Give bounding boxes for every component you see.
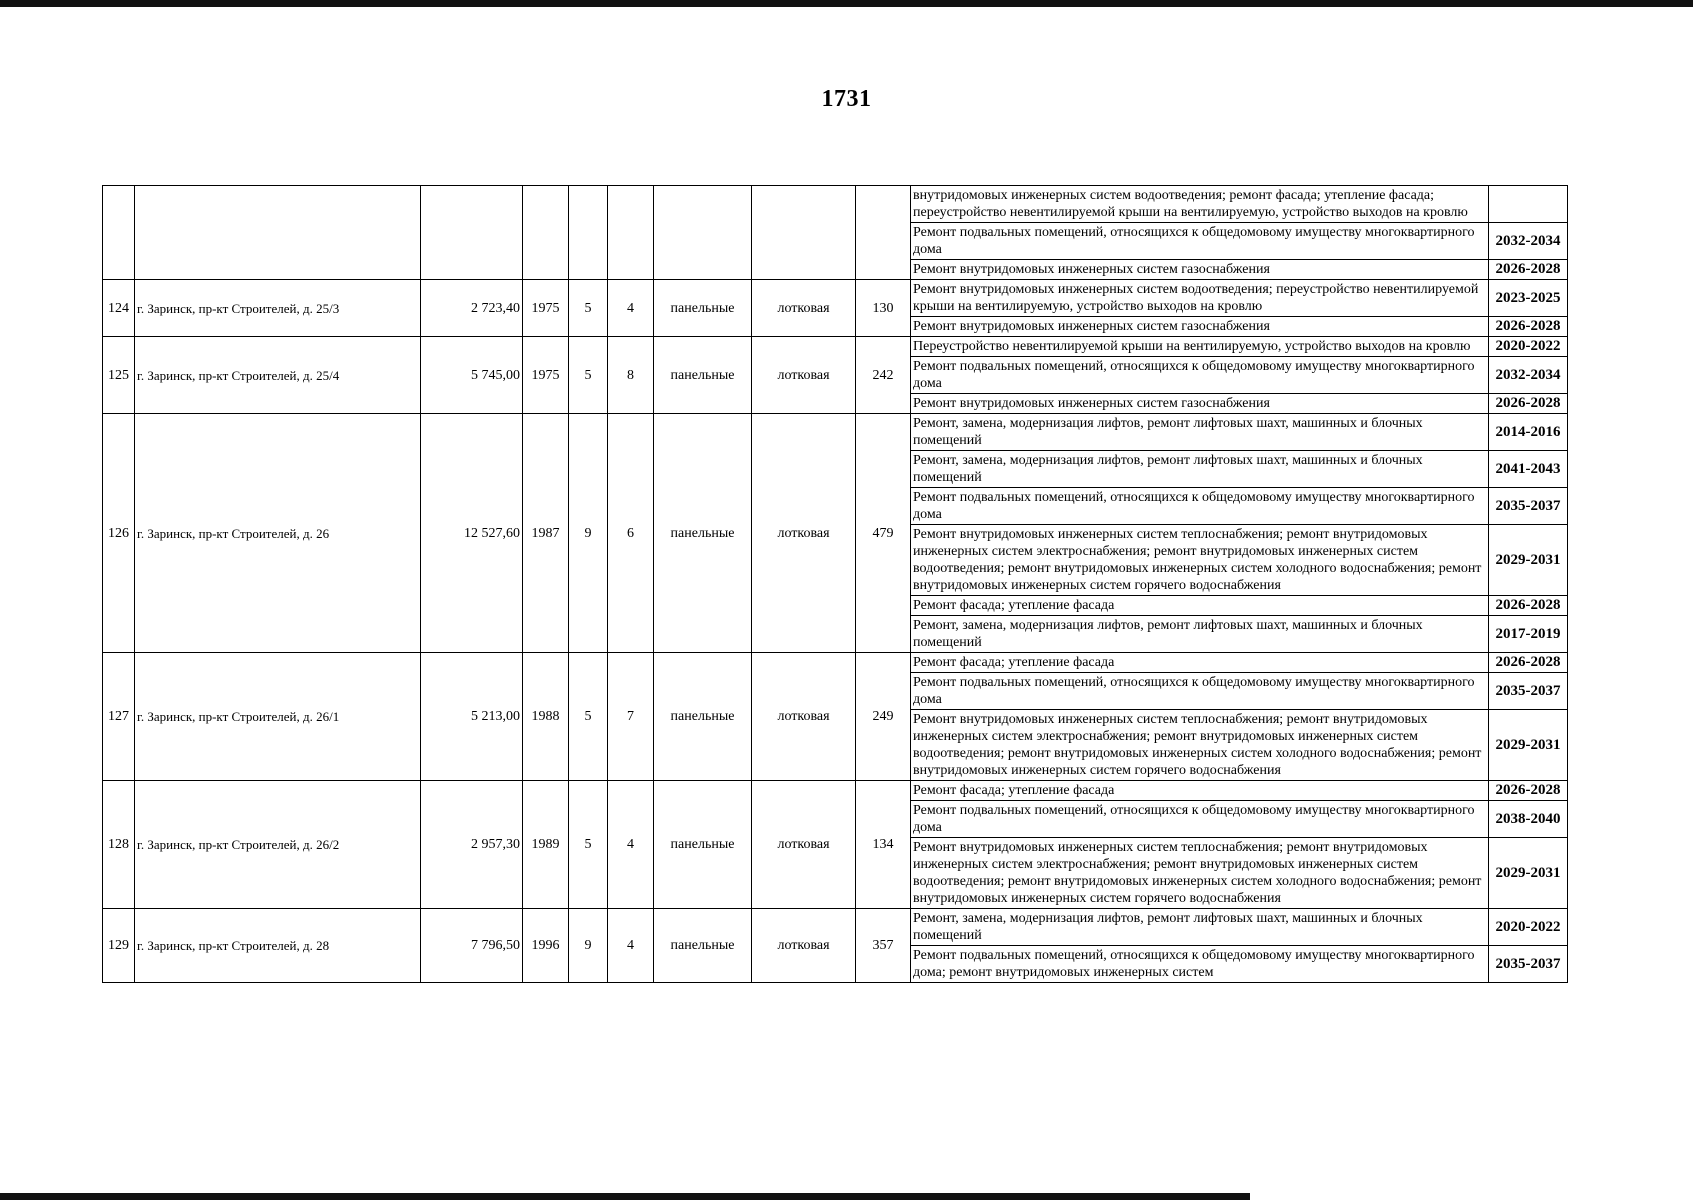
cell-work: Ремонт, замена, модернизация лифтов, ремонт лифтовых шахт, машинных и блочных помещений [911, 414, 1489, 451]
cell-period: 2032-2034 [1489, 223, 1568, 260]
cell-address: г. Заринск, пр-кт Строителей, д. 26/1 [135, 653, 421, 781]
cell-work: Ремонт подвальных помещений, относящихся к общедомовому имуществу многоквартирного дома; ремонт внутридомовых инженерных систем [911, 946, 1489, 983]
cell-floors: 5 [569, 280, 608, 337]
cell-year: 1975 [523, 280, 569, 337]
cell-residents: 249 [856, 653, 911, 781]
cell-work: Ремонт, замена, модернизация лифтов, ремонт лифтовых шахт, машинных и блочных помещений [911, 616, 1489, 653]
cell-residents: 242 [856, 337, 911, 414]
cell-area: 2 957,30 [421, 781, 523, 909]
cell-period [1489, 186, 1568, 223]
cell-roof: лотковая [752, 414, 856, 653]
cell-period: 2020-2022 [1489, 909, 1568, 946]
cell-work: Ремонт внутридомовых инженерных систем газоснабжения [911, 260, 1489, 280]
cell-work: Ремонт внутридомовых инженерных систем теплоснабжения; ремонт внутридомовых инженерных систем электроснабжения; ремонт внутридомовых инженерных систем водоотведения; ремонт внутридомовых инженерных систем холодного водоснабжения; ремонт внутридомовых инженерных систем горячего водоснабжения [911, 525, 1489, 596]
cell-period: 2026-2028 [1489, 260, 1568, 280]
cell-entrances: 4 [608, 781, 654, 909]
cell-roof: лотковая [752, 280, 856, 337]
cell-walls: панельные [654, 337, 752, 414]
cell-roof: лотковая [752, 781, 856, 909]
cell-walls: панельные [654, 653, 752, 781]
cell-year [523, 186, 569, 280]
table-row [103, 781, 1568, 801]
cell-walls: панельные [654, 280, 752, 337]
cell-floors: 5 [569, 781, 608, 909]
cell-residents: 130 [856, 280, 911, 337]
cell-floors [569, 186, 608, 280]
cell-residents: 134 [856, 781, 911, 909]
cell-work: Ремонт подвальных помещений, относящихся к общедомовому имуществу многоквартирного дома [911, 801, 1489, 838]
cell-residents: 479 [856, 414, 911, 653]
cell-entrances: 8 [608, 337, 654, 414]
cell-work: Ремонт фасада; утепление фасада [911, 653, 1489, 673]
cell-period: 2029-2031 [1489, 838, 1568, 909]
table-row [103, 280, 1568, 317]
cell-work: Ремонт подвальных помещений, относящихся к общедомовому имуществу многоквартирного дома [911, 673, 1489, 710]
cell-roof: лотковая [752, 653, 856, 781]
cell-work: Ремонт, замена, модернизация лифтов, ремонт лифтовых шахт, машинных и блочных помещений [911, 909, 1489, 946]
table-row [103, 909, 1568, 946]
cell-roof [752, 186, 856, 280]
cell-period: 2026-2028 [1489, 653, 1568, 673]
table-row [103, 414, 1568, 451]
cell-num: 125 [103, 337, 135, 414]
cell-work: Ремонт, замена, модернизация лифтов, ремонт лифтовых шахт, машинных и блочных помещений [911, 451, 1489, 488]
cell-address [135, 186, 421, 280]
cell-entrances: 4 [608, 280, 654, 337]
cell-work: Ремонт внутридомовых инженерных систем теплоснабжения; ремонт внутридомовых инженерных систем электроснабжения; ремонт внутридомовых инженерных систем водоотведения; ремонт внутридомовых инженерных систем холодного водоснабжения; ремонт внутридомовых инженерных систем горячего водоснабжения [911, 838, 1489, 909]
cell-work: Ремонт подвальных помещений, относящихся к общедомовому имуществу многоквартирного дома [911, 357, 1489, 394]
cell-address: г. Заринск, пр-кт Строителей, д. 26 [135, 414, 421, 653]
cell-floors: 5 [569, 653, 608, 781]
cell-entrances: 4 [608, 909, 654, 983]
cell-period: 2020-2022 [1489, 337, 1568, 357]
cell-area: 2 723,40 [421, 280, 523, 337]
cell-walls: панельные [654, 781, 752, 909]
cell-period: 2032-2034 [1489, 357, 1568, 394]
housing-repair-table [102, 185, 1568, 983]
cell-floors: 5 [569, 337, 608, 414]
cell-period: 2029-2031 [1489, 525, 1568, 596]
cell-period: 2026-2028 [1489, 394, 1568, 414]
scan-border-bottom [0, 1193, 1250, 1200]
cell-address: г. Заринск, пр-кт Строителей, д. 28 [135, 909, 421, 983]
cell-area: 7 796,50 [421, 909, 523, 983]
cell-roof: лотковая [752, 909, 856, 983]
cell-num: 126 [103, 414, 135, 653]
cell-area [421, 186, 523, 280]
cell-period: 2035-2037 [1489, 488, 1568, 525]
cell-period: 2023-2025 [1489, 280, 1568, 317]
cell-period: 2026-2028 [1489, 781, 1568, 801]
cell-year: 1989 [523, 781, 569, 909]
cell-num: 128 [103, 781, 135, 909]
cell-walls: панельные [654, 909, 752, 983]
cell-work: внутридомовых инженерных систем водоотведения; ремонт фасада; утепление фасада; переустройство невентилируемой крыши на вентилируемую, устройство выходов на кровлю [911, 186, 1489, 223]
table-body [103, 186, 1568, 983]
cell-work: Переустройство невентилируемой крыши на вентилируемую, устройство выходов на кровлю [911, 337, 1489, 357]
cell-year: 1988 [523, 653, 569, 781]
cell-period: 2035-2037 [1489, 673, 1568, 710]
cell-num: 127 [103, 653, 135, 781]
cell-period: 2026-2028 [1489, 596, 1568, 616]
cell-work: Ремонт подвальных помещений, относящихся к общедомовому имуществу многоквартирного дома [911, 223, 1489, 260]
cell-area: 5 213,00 [421, 653, 523, 781]
cell-address: г. Заринск, пр-кт Строителей, д. 25/4 [135, 337, 421, 414]
table-row [103, 337, 1568, 357]
cell-walls: панельные [654, 414, 752, 653]
cell-year: 1975 [523, 337, 569, 414]
cell-period: 2017-2019 [1489, 616, 1568, 653]
cell-area: 12 527,60 [421, 414, 523, 653]
cell-period: 2029-2031 [1489, 710, 1568, 781]
cell-work: Ремонт внутридомовых инженерных систем газоснабжения [911, 394, 1489, 414]
scan-border-top [0, 0, 1693, 7]
cell-period: 2014-2016 [1489, 414, 1568, 451]
table-row [103, 653, 1568, 673]
cell-entrances [608, 186, 654, 280]
cell-floors: 9 [569, 909, 608, 983]
cell-area: 5 745,00 [421, 337, 523, 414]
cell-roof: лотковая [752, 337, 856, 414]
cell-work: Ремонт внутридомовых инженерных систем водоотведения; переустройство невентилируемой крыши на вентилируемую, устройство выходов на кровлю [911, 280, 1489, 317]
cell-work: Ремонт внутридомовых инженерных систем теплоснабжения; ремонт внутридомовых инженерных систем электроснабжения; ремонт внутридомовых инженерных систем водоотведения; ремонт внутридомовых инженерных систем холодного водоснабжения; ремонт внутридомовых инженерных систем горячего водоснабжения [911, 710, 1489, 781]
table-row [103, 186, 1568, 223]
cell-work: Ремонт подвальных помещений, относящихся к общедомовому имуществу многоквартирного дома [911, 488, 1489, 525]
cell-work: Ремонт фасада; утепление фасада [911, 781, 1489, 801]
cell-period: 2041-2043 [1489, 451, 1568, 488]
page-number: 1731 [821, 86, 872, 112]
cell-walls [654, 186, 752, 280]
cell-num [103, 186, 135, 280]
cell-residents: 357 [856, 909, 911, 983]
cell-entrances: 7 [608, 653, 654, 781]
cell-address: г. Заринск, пр-кт Строителей, д. 25/3 [135, 280, 421, 337]
cell-period: 2038-2040 [1489, 801, 1568, 838]
cell-period: 2026-2028 [1489, 317, 1568, 337]
cell-year: 1996 [523, 909, 569, 983]
cell-year: 1987 [523, 414, 569, 653]
cell-num: 129 [103, 909, 135, 983]
cell-num: 124 [103, 280, 135, 337]
cell-entrances: 6 [608, 414, 654, 653]
cell-work: Ремонт фасада; утепление фасада [911, 596, 1489, 616]
cell-period: 2035-2037 [1489, 946, 1568, 983]
cell-work: Ремонт внутридомовых инженерных систем газоснабжения [911, 317, 1489, 337]
cell-floors: 9 [569, 414, 608, 653]
cell-address: г. Заринск, пр-кт Строителей, д. 26/2 [135, 781, 421, 909]
cell-residents [856, 186, 911, 280]
